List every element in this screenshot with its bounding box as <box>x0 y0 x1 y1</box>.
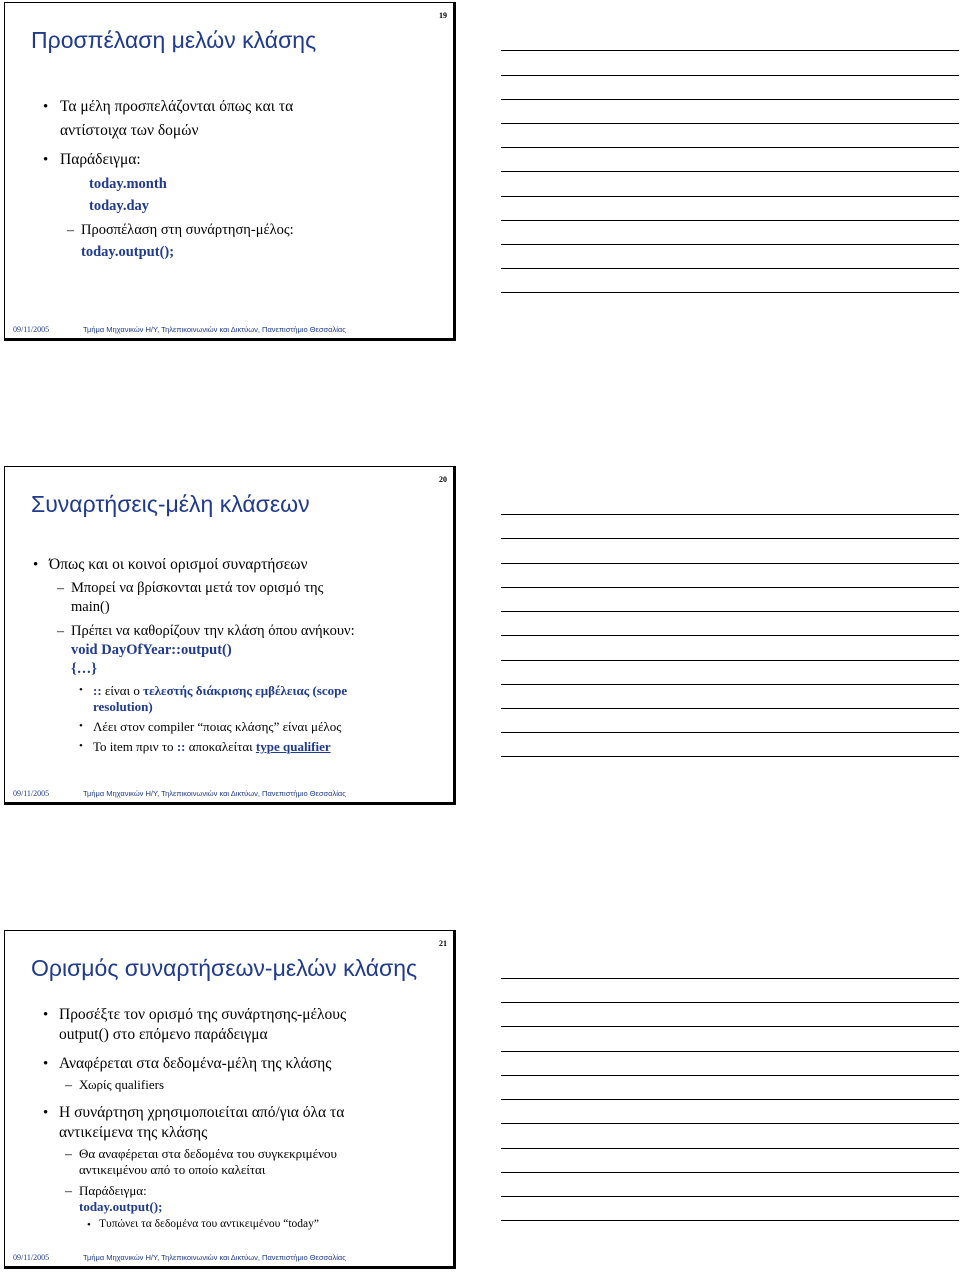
note-line <box>501 196 959 197</box>
text-line: Αναφέρεται στα δεδομένα-μέλη της κλάσης <box>59 1055 332 1072</box>
text-span: αποκαλείται <box>185 739 256 754</box>
text-span: είναι ο <box>101 683 144 698</box>
note-line <box>501 978 959 979</box>
text-line: Παράδειγμα: <box>79 1183 147 1198</box>
bullet-marker: • <box>79 740 83 752</box>
footer-date: 09/11/2005 <box>13 1253 50 1262</box>
slide-title: Συναρτήσεις-μέλη κλάσεων <box>31 491 310 517</box>
bullet-marker: • <box>43 1007 49 1023</box>
dash-marker: – <box>65 1078 72 1093</box>
text-line: αντίστοιχα των δομών <box>60 122 199 139</box>
scope-resolution-term: τελεστής διάκρισης εμβέλειας (scope <box>143 683 348 698</box>
text-line: Τα μέλη προσπελάζονται όπως και τα <box>60 98 294 115</box>
text-line: αντικειμένου από το οποίο καλείται <box>79 1162 266 1177</box>
dash-marker: – <box>57 581 64 596</box>
text-line <box>93 684 347 697</box>
text-line: Πρέπει να καθορίζουν την κλάση όπου ανήκουν: <box>71 623 355 639</box>
slide-21 <box>4 930 456 1269</box>
footer-text: Τμήμα Μηχανικών Η/Υ, Τηλεπικοινωνιών και Δικτύων, Πανεπιστήμιο Θεσσαλίας <box>83 789 346 798</box>
text-line: αντικείμενα της κλάσης <box>59 1124 208 1141</box>
code-line: today.month <box>89 176 167 192</box>
note-line <box>501 635 959 636</box>
note-line <box>501 1002 959 1003</box>
text-line <box>93 740 331 753</box>
text-line: Λέει στον compiler “ποιας κλάσης” είναι μέλος <box>93 719 342 734</box>
scope-operator: :: <box>176 739 186 754</box>
dash-marker: – <box>57 624 64 639</box>
footer-text: Τμήμα Μηχανικών Η/Υ, Τηλεπικοινωνιών και Δικτύων, Πανεπιστήμιο Θεσσαλίας <box>83 325 346 334</box>
note-line <box>501 1172 959 1173</box>
bullet-marker: • <box>43 1105 49 1121</box>
note-line <box>501 244 959 245</box>
text-line: Παράδειγμα: <box>60 151 141 168</box>
slide-19 <box>4 2 456 341</box>
note-line <box>501 123 959 124</box>
text-line: output() στο επόμενο παράδειγμα <box>59 1026 268 1043</box>
note-line <box>501 147 959 148</box>
note-line <box>501 660 959 661</box>
slide-20 <box>4 466 456 805</box>
text-line: Χωρίς qualifiers <box>79 1077 165 1092</box>
footer-date: 09/11/2005 <box>13 325 50 334</box>
text-line: Προσέξτε τον ορισμό της συνάρτησης-μέλους <box>59 1006 347 1023</box>
text-line: Προσπέλαση στη συνάρτηση-μέλος: <box>81 222 294 238</box>
slide-number: 20 <box>439 475 447 484</box>
bullet-marker: • <box>43 152 49 168</box>
dash-marker: – <box>67 223 74 238</box>
code-line: today.day <box>89 198 150 214</box>
note-line <box>501 756 959 757</box>
note-line <box>501 1196 959 1197</box>
footer-text: Τμήμα Μηχανικών Η/Υ, Τηλεπικοινωνιών και Δικτύων, Πανεπιστήμιο Θεσσαλίας <box>83 1253 346 1262</box>
dash-marker: – <box>65 1147 72 1162</box>
text-line: Η συνάρτηση χρησιμοποιείται από/για όλα τα <box>59 1104 345 1121</box>
note-line <box>501 50 959 51</box>
note-line <box>501 99 959 100</box>
note-line <box>501 732 959 733</box>
text-line: resolution) <box>93 699 153 714</box>
text-line: Θα αναφέρεται στα δεδομένα του συγκεκριμένου <box>79 1146 337 1161</box>
bullet-marker: • <box>43 99 49 115</box>
code-line: today.output(); <box>79 1199 163 1214</box>
scope-operator: :: <box>93 683 102 698</box>
note-line <box>501 75 959 76</box>
bullet-marker: • <box>33 557 39 573</box>
text-line: Μπορεί να βρίσκονται μετά τον ορισμό της <box>71 580 324 596</box>
note-line <box>501 587 959 588</box>
dash-marker: – <box>65 1184 72 1199</box>
note-line <box>501 1220 959 1221</box>
text-line: Τυπώνει τα δεδομένα του αντικειμένου “today” <box>99 1218 319 1230</box>
text-line: Όπως και οι κοινοί ορισμοί συναρτήσεων <box>49 556 308 573</box>
code-line: void DayOfYear::output() <box>71 642 232 658</box>
slide-title: Προσπέλαση μελών κλάσης <box>31 27 317 53</box>
note-line <box>501 684 959 685</box>
note-line <box>501 1051 959 1052</box>
slide-title: Ορισμός συναρτήσεων-μελών κλάσης <box>31 955 418 981</box>
bullet-marker: • <box>87 1219 91 1231</box>
note-line <box>501 1123 959 1124</box>
note-line <box>501 563 959 564</box>
note-line <box>501 1148 959 1149</box>
note-line <box>501 268 959 269</box>
note-line <box>501 292 959 293</box>
note-line <box>501 708 959 709</box>
footer-date: 09/11/2005 <box>13 789 50 798</box>
slide-number: 19 <box>439 11 447 20</box>
note-line <box>501 220 959 221</box>
bullet-marker: • <box>43 1056 49 1072</box>
note-line <box>501 1075 959 1076</box>
slide-number: 21 <box>439 939 447 948</box>
code-line: {…} <box>71 661 97 677</box>
bullet-marker: • <box>79 684 83 696</box>
code-line: today.output(); <box>81 244 175 260</box>
note-line <box>501 171 959 172</box>
text-span: Το item πριν το <box>93 739 177 754</box>
note-line <box>501 611 959 612</box>
note-line <box>501 1099 959 1100</box>
note-line <box>501 538 959 539</box>
bullet-marker: • <box>79 720 83 732</box>
note-line <box>501 514 959 515</box>
note-line <box>501 1026 959 1027</box>
type-qualifier-link[interactable]: type qualifier <box>255 739 331 754</box>
text-line: main() <box>71 599 110 615</box>
